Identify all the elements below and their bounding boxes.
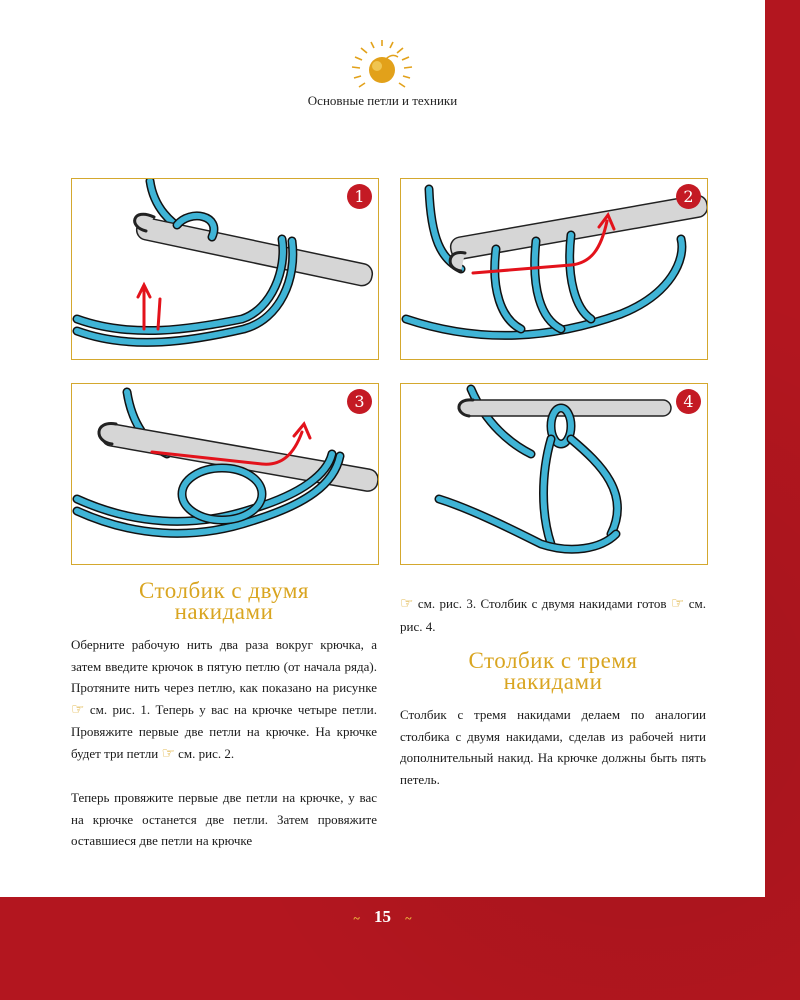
figure-number-badge: 2 [676,184,701,209]
sun-logo-icon [349,40,415,94]
figure-number-badge: 4 [676,389,701,414]
running-head: Основные петли и техники [307,93,458,108]
figure-number-badge: 1 [347,184,372,209]
crochet-illustration-3 [72,384,378,564]
paragraph-triple-1: Столбик с тремя накидами делаем по аналогии столбика с двумя накидами, сделав из рабочей нити дополнительный накид. На крючке должны быть пять петель. [400,707,706,787]
heading-double-crochet [71,580,377,622]
figure-1 [71,178,379,360]
paragraph-double-1: Оберните рабочую нить два раза вокруг крючка, а затем введите крючок в пятую петлю (от начала ряда). Протяните нить через петлю, как показано на рисунке ☞ см. рис. 1. Теперь у вас на крючке четыре петли. Провяжите первые две петли на крючке. На крючке будет три петли ☞ см. рис. 2. [71,637,378,762]
figure-3 [71,383,379,565]
crochet-illustration-4 [401,384,707,564]
crochet-illustration-2 [401,179,707,359]
ornament-left: ~ [353,911,360,925]
figure-4 [400,383,708,565]
paragraph-double-3: ☞ см. рис. 3. Столбик с двумя накидами готов ☞ см. рис. 4. [400,596,707,634]
figure-2 [400,178,708,360]
page-number: 15 [374,907,391,926]
ornament-right: ~ [405,911,412,925]
pointing-hand-icon: ☞ [400,596,414,612]
heading-line: накидами [174,599,274,624]
heading-line: накидами [503,669,603,694]
crochet-illustration-1 [72,179,378,359]
heading-line: Столбик с двумя [139,578,309,603]
heading-treble-crochet [400,650,706,692]
pointing-hand-icon: ☞ [670,596,685,612]
figure-number-badge: 3 [347,389,372,414]
pointing-hand-icon: ☞ [71,701,85,718]
pointing-hand-icon: ☞ [161,745,175,762]
page-footer [0,907,765,927]
heading-line: Столбик с тремя [468,648,638,673]
paragraph-double-2: Теперь провяжите первые две петли на крючке, у вас на крючке останется две петли. Затем провяжите оставшиеся две петли на крючке [71,790,377,848]
